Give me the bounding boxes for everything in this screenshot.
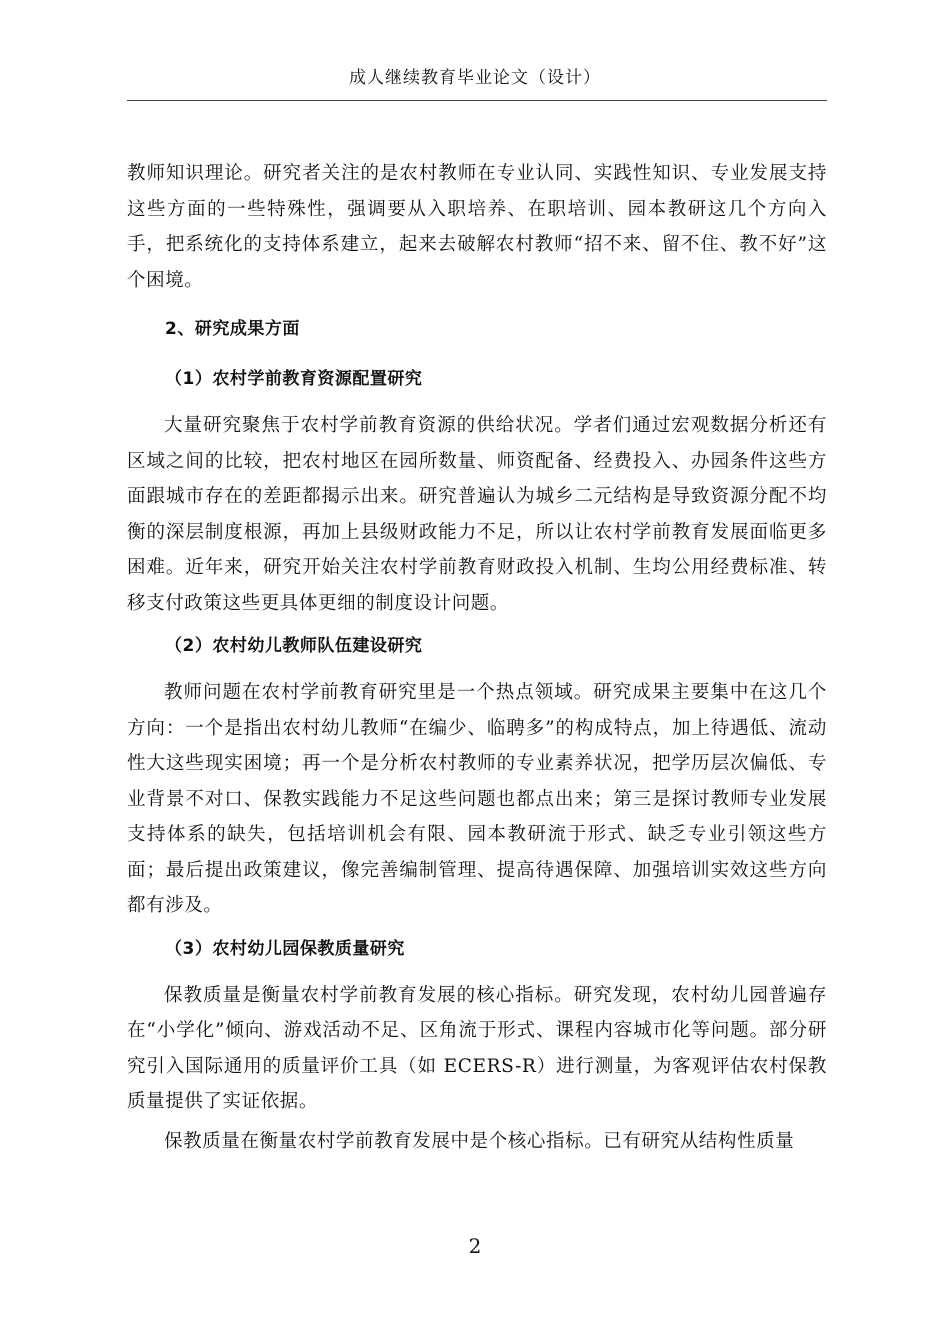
header-divider	[127, 100, 827, 101]
section-heading-research-results: 2、研究成果方面	[165, 319, 300, 339]
intro-paragraph: 教师知识理论。研究者关注的是农村教师在专业认同、实践性知识、专业发展支持这些方面的一些特殊性，强调要从入职培养、在职培训、园本教研这几个方向入手，把系统化的支持体系建立，起来去破解农村教师“招不来、留不住、教不好”这个困境。	[127, 163, 827, 291]
page-header: 成人继续教育毕业论文（设计）	[349, 68, 601, 88]
paragraph-teacher-team: 教师问题在农村学前教育研究里是一个热点领域。研究成果主要集中在这几个方向：一个是指出农村幼儿教师“在编少、临聘多”的构成特点，加上待遇低、流动性大这些现实困境；再一个是分析农村教师的专业素养状况，把学历层次偏低、专业背景不对口、保教实践能力不足这些问题也都点出来；第三是探讨教师专业发展支持体系的缺失，包括培训机会有限、园本教研流于形式、缺乏专业引领这些方面；最后提出政策建议，像完善编制管理、提高待遇保障、加强培训实效这些方向都有涉及。	[127, 682, 827, 916]
page-body	[127, 156, 827, 1159]
paragraph-resource-allocation: 大量研究聚焦于农村学前教育资源的供给状况。学者们通过宏观数据分析还有区域之间的比较，把农村地区在园所数量、师资配备、经费投入、办园条件这些方面跟城市存在的差距都揭示出来。研究普遍认为城乡二元结构是导致资源分配不均衡的深层制度根源，再加上县级财政能力不足，所以让农村学前教育发展面临更多困难。近年来，研究开始关注农村学前教育财政投入机制、生均公用经费标准、转移支付政策这些更具体更细的制度设计问题。	[127, 415, 827, 614]
subsection-heading-teacher-team: （2）农村幼儿教师队伍建设研究	[165, 636, 423, 656]
subsection-heading-care-quality: （3）农村幼儿园保教质量研究	[165, 938, 405, 959]
page-number: 2	[468, 1234, 482, 1258]
paragraph-care-quality-2: 保教质量在衡量农村学前教育发展中是个核心指标。已有研究从结构性质量	[164, 1130, 795, 1152]
subsection-heading-resource-allocation: （1）农村学前教育资源配置研究	[165, 369, 423, 389]
paragraph-care-quality-1: 保教质量是衡量农村学前教育发展的核心指标。研究发现，农村幼儿园普遍存在“小学化”倾向、游戏活动不足、区角流于形式、课程内容城市化等问题。部分研究引入国际通用的质量评价工具（如 ECERS-R）进行测量，为客观评估农村保教质量提供了实证依据。	[127, 984, 827, 1112]
